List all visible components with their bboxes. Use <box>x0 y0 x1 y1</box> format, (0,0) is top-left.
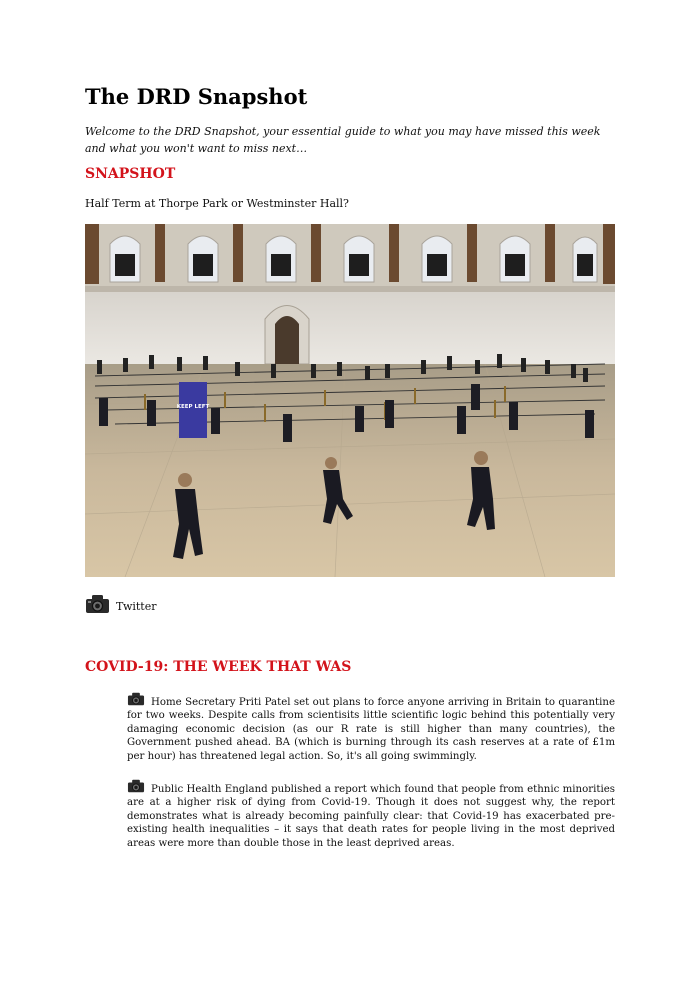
snapshot-heading: SNAPSHOT <box>85 166 176 182</box>
list-item <box>127 779 615 850</box>
keep-left-sign-text: KEEP LEFT <box>176 404 210 410</box>
photo-credit <box>85 594 157 614</box>
covid-heading: COVID-19: THE WEEK THAT WAS <box>85 659 352 675</box>
page-title: The DRD Snapshot <box>85 84 308 109</box>
list-item-text: Public Health England published a report which found that people from ethnic minorities are at a higher risk of dying from Covid-19. Though it does not suggest why, the report demonstrates what is already becoming painfully clear: that Covid-19 has exacerbated pre-existing health inequalities – it says that death rates for people living in the most deprived areas were more than double those in the least deprived areas. <box>127 784 615 849</box>
intro-text: Welcome to the DRD Snapshot, your essential guide to what you may have missed this week and what you won't want to miss next… <box>85 125 601 155</box>
list-item-text: Home Secretary Priti Patel set out plans to force anyone arriving in Britain to quarantine for two weeks. Despite calls from scientisits little scientific logic behind this potentially very damaging economic decision (as our R rate is still higher than many countries), the Government pushed ahead. BA (which is burning through its cash reserves at a rate of £1m per hour) has threatened legal action. So, it's all going swimmingly. <box>127 697 615 762</box>
snapshot-caption: Half Term at Thorpe Park or Westminster Hall? <box>85 197 349 210</box>
camera-icon <box>127 692 145 706</box>
photo-credit-text: Twitter <box>116 600 157 613</box>
westminster-hall-photo <box>85 224 615 577</box>
camera-icon <box>127 779 145 793</box>
list-item <box>127 692 615 763</box>
camera-icon <box>85 594 110 614</box>
